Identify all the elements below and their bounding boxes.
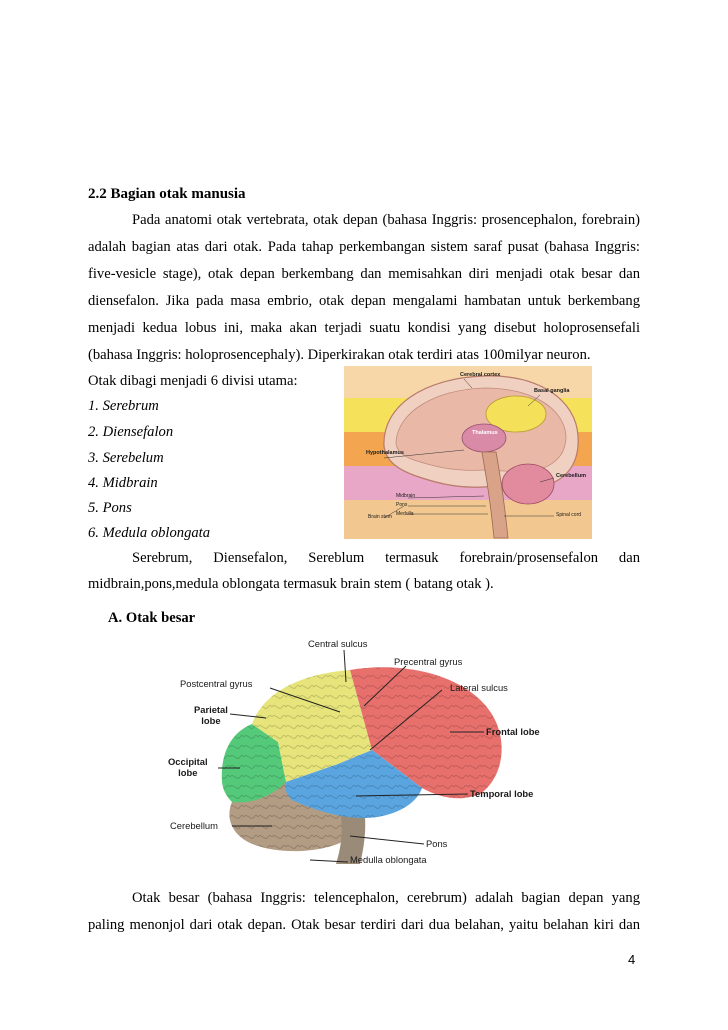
text-line: Serebrum, Diensefalon, Sereblum termasuk forebrain/prosensefalon dan xyxy=(132,550,640,566)
label-temporal-lobe: Temporal lobe xyxy=(470,788,534,799)
list-item: 1. Serebrum xyxy=(88,398,159,414)
label-midbrain: Midbrain xyxy=(396,493,416,499)
label-spinal-cord: Spinal cord xyxy=(556,512,582,518)
label-basal-ganglia: Basal ganglia xyxy=(534,388,570,394)
label-cerebellum: Cerebellum xyxy=(556,473,586,479)
list-item: 4. Midbrain xyxy=(88,475,158,491)
label-medulla-oblongata: Medulla oblongata xyxy=(350,854,427,865)
label-cerebellum: Cerebellum xyxy=(170,820,218,831)
section-heading: 2.2 Bagian otak manusia xyxy=(88,186,246,202)
list-item: 2. Diensefalon xyxy=(88,424,174,440)
list-intro: Otak dibagi menjadi 6 divisi utama: xyxy=(88,373,298,389)
text-line: paling menonjol dari otak depan. Otak besar terdiri dari dua belahan, yaitu belahan kiri dan xyxy=(88,917,640,933)
text-line: (bahasa Inggris: holoprosencephaly). Diperkirakan otak terdiri atas 100milyar neuron. xyxy=(88,347,591,363)
text-line: five-vesicle stage), otak depan berkembang dan memisahkan diri menjadi otak besar dan xyxy=(88,266,640,282)
label-pons: Pons xyxy=(396,502,408,508)
label-parietal-lobe: Parietal lobe xyxy=(194,704,228,726)
text-line: midbrain,pons,medula oblongata termasuk brain stem ( batang otak ). xyxy=(88,576,494,592)
label-cerebral-cortex: Cerebral cortex xyxy=(460,372,501,378)
label-pons: Pons xyxy=(426,838,448,849)
label-thalamus: Thalamus xyxy=(472,430,498,436)
label-occipital-lobe: Occipital lobe xyxy=(168,756,208,778)
brain-lobes-figure xyxy=(160,632,570,872)
text-line: adalah bagian atas dari otak. Pada tahap perkembangan sistem saraf pusat (bahasa Inggris: xyxy=(88,239,640,255)
list-item: 3. Serebelum xyxy=(88,450,164,466)
list-item: 6. Medula oblongata xyxy=(88,525,211,541)
text-line: Otak besar (bahasa Inggris: telencephalon, cerebrum) adalah bagian depan yang xyxy=(132,890,640,906)
text-line: diensefalon. Jika pada masa embrio, otak depan mengalami hambatan untuk berkembang xyxy=(88,293,640,309)
label-central-sulcus: Central sulcus xyxy=(308,638,368,649)
label-medulla: Medulla xyxy=(396,511,414,517)
label-precentral-gyrus: Precentral gyrus xyxy=(394,656,463,667)
text-line: Pada anatomi otak vertebrata, otak depan (bahasa Inggris: prosencephalon, forebrain) xyxy=(132,212,640,228)
list-item: 5. Pons xyxy=(88,500,132,516)
label-brain-stem: Brain stem xyxy=(368,514,392,520)
label-frontal-lobe: Frontal lobe xyxy=(486,726,540,737)
page-number: 4 xyxy=(628,952,636,967)
subsection-title: A. Otak besar xyxy=(108,610,196,626)
label-postcentral-gyrus: Postcentral gyrus xyxy=(180,678,253,689)
label-hypothalamus: Hypothalamus xyxy=(366,450,404,456)
label-lateral-sulcus: Lateral sulcus xyxy=(450,682,508,693)
brain-midsagittal-figure xyxy=(344,366,592,539)
text-line: menjadi kedua lobus ini, maka akan terjadi suatu kondisi yang disebut holoprosensefali xyxy=(88,320,640,336)
